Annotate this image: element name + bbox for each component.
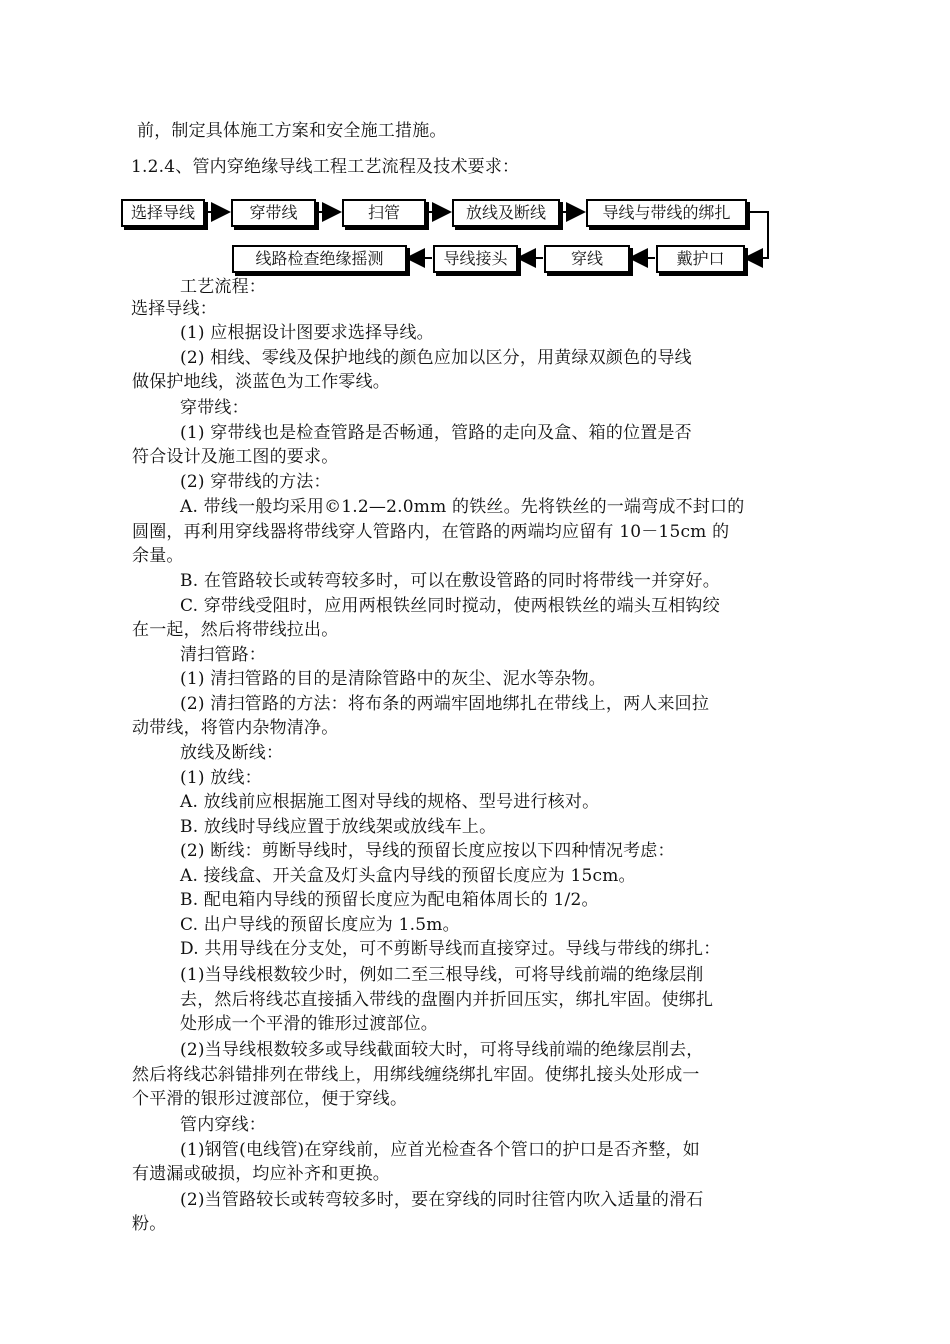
paragraph-line: 粉。 [132, 1214, 167, 1234]
paragraph-line: (1) 应根据设计图要求选择导线。 [180, 323, 434, 343]
paragraph-line: A. 接线盒、开关盒及灯头盒内导线的预留长度应为 15cm。 [180, 866, 636, 886]
flow-step-9: 线路检查绝缘摇测 [232, 245, 407, 273]
paragraph-line: B. 配电箱内导线的预留长度应为配电箱体周长的 1/2。 [180, 890, 599, 910]
flow-step-4: 放线及断线 [452, 199, 560, 227]
subheading-thread-wire: 管内穿线： [180, 1115, 266, 1135]
flow-step-7: 穿线 [544, 245, 630, 273]
paragraph-line: D. 共用导线在分支处，可不剪断导线而直接穿过。导线与带线的绑扎： [180, 939, 721, 959]
paragraph-line: (1)钢管(电线管)在穿线前，应首光检查各个管口的护口是否齐整，如 [180, 1140, 700, 1160]
paragraph-line: 做保护地线，淡蓝色为工作零线。 [132, 372, 390, 392]
paragraph-line: C. 出户导线的预留长度应为 1.5m。 [180, 915, 460, 935]
flow-connector [745, 212, 768, 258]
flow-step-5: 导线与带线的绑扎 [586, 199, 747, 227]
paragraph-line: C. 穿带线受阻时，应用两根铁丝同时搅动，使两根铁丝的端头互相钩绞 [180, 596, 720, 616]
section-heading: 1.2.4、管内穿绝缘导线工程工艺流程及技术要求： [131, 157, 520, 177]
paragraph-line: (2) 穿带线的方法： [180, 472, 331, 492]
paragraph-line: (1) 放线： [180, 768, 262, 788]
paragraph-line: (1) 穿带线也是检查管路是否畅通，管路的走向及盒、箱的位置是否 [180, 423, 692, 443]
flow-step-6: 戴护口 [656, 245, 745, 273]
paragraph-line: A. 放线前应根据施工图对导线的规格、型号进行核对。 [180, 792, 600, 812]
paragraph-line: 去，然后将线芯直接插入带线的盘圈内并折回压实，绑扎牢固。使绑扎 [180, 990, 714, 1010]
intro-line: 前，制定具体施工方案和安全施工措施。 [137, 121, 447, 141]
paragraph-line: 余量。 [132, 546, 184, 566]
flow-step-8: 导线接头 [433, 245, 518, 273]
subheading-lay-cut: 放线及断线： [180, 743, 284, 763]
paragraph-line: 个平滑的银形过渡部位，便于穿线。 [132, 1089, 408, 1109]
paragraph-line: 圆圈，再利用穿线器将带线穿人管路内，在管路的两端均应留有 10－15cm 的 [132, 522, 730, 542]
subheading-pull-wire: 穿带线： [180, 398, 249, 418]
paragraph-line: (1)当导线根数较少时，例如二至三根导线，可将导线前端的绝缘层削 [180, 965, 704, 985]
paragraph-line: (2) 清扫管路的方法：将布条的两端牢固地绑扎在带线上，两人来回拉 [180, 694, 710, 714]
paragraph-line: 在一起，然后将带线拉出。 [132, 620, 339, 640]
flow-step-3: 扫管 [342, 199, 426, 227]
subheading-select-wire: 选择导线： [131, 299, 217, 319]
paragraph-line: 动带线，将管内杂物清净。 [132, 718, 339, 738]
paragraph-line: 有遗漏或破损，均应补齐和更换。 [132, 1164, 390, 1184]
paragraph-line: (1) 清扫管路的目的是清除管路中的灰尘、泥水等杂物。 [180, 669, 606, 689]
process-label: 工艺流程： [180, 277, 266, 297]
paragraph-line: 然后将线芯斜错排列在带线上，用绑线缠绕绑扎牢固。使绑扎接头处形成一 [132, 1065, 700, 1085]
paragraph-line: 处形成一个平滑的锥形过渡部位。 [180, 1014, 438, 1034]
paragraph-line: B. 放线时导线应置于放线架或放线车上。 [180, 817, 497, 837]
paragraph-line: (2) 相线、零线及保护地线的颜色应加以区分，用黄绿双颜色的导线 [180, 348, 692, 368]
paragraph-line: 符合设计及施工图的要求。 [132, 447, 339, 467]
flow-step-2: 穿带线 [231, 199, 316, 227]
paragraph-line: A. 带线一般均采用©1.2—2.0mm 的铁丝。先将铁丝的一端弯成不封口的 [180, 497, 745, 517]
paragraph-line: B. 在管路较长或转弯较多时，可以在敷设管路的同时将带线一并穿好。 [180, 571, 720, 591]
paragraph-line: (2) 断线：剪断导线时，导线的预留长度应按以下四种情况考虑： [180, 841, 675, 861]
subheading-clean-pipe: 清扫管路： [180, 645, 266, 665]
flow-step-1: 选择导线 [121, 199, 205, 227]
paragraph-line: (2)当管路较长或转弯较多时，要在穿线的同时往管内吹入适量的滑石 [180, 1190, 704, 1210]
paragraph-line: (2)当导线根数较多或导线截面较大时，可将导线前端的绝缘层削去， [180, 1040, 704, 1060]
